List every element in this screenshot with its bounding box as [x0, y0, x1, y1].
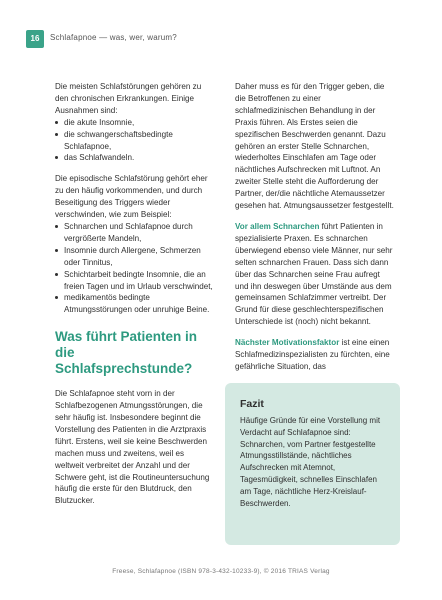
list-item: die akute Insomnie, — [55, 117, 215, 129]
snoring-text: führt Patienten in spezialisierte Praxen. Es schnarchen überwiegend ebenso viele Männer, nur sehr selten schnarchen Frauen. Dass sich dann über das Schnarchen seine Frau aufregt und ihn deswegen über Umstände aus dem gemeinsamen Schlafzimmer vertreibt. Der Grund für diese geschlechterspezifischen Unterschiede ist (noch) nicht bekannt. — [235, 221, 393, 327]
list-item: Insomnie durch Allergene, Schmerzen oder Tinnitus, — [55, 245, 215, 269]
summary-title: Fazit — [240, 397, 264, 410]
list-item: Schnarchen und Schlafapnoe durch vergrößerte Mandeln, — [55, 221, 215, 245]
left-column — [55, 81, 215, 507]
list-item: die schwangerschaftsbedingte Schlafapnoe, — [55, 129, 215, 153]
right-column — [235, 81, 395, 545]
triggers-paragraph: Daher muss es für den Trigger geben, die die Betroffenen zu einer schlafmedizinischen Behandlung in der Praxis führen. Als Erstes seien die spezifischen Beschwerden genannt. Dazu gehören an erster Stelle Schnarchen, wiederholtes Einschlafen am Tage oder nächtliches Aufschrecken mit Luftnot. An zweiter Stelle steht die Aufforderung der Partner, der/die nächtliche Atemaussetzer gesehen hat. Atmungsaussetzer festgestellt. — [235, 82, 394, 211]
snoring-paragraph — [235, 221, 395, 328]
page-number: 16 — [26, 30, 44, 48]
list-item: medikamentös bedingte Atmungsstörungen oder unruhige Beine. — [55, 292, 215, 316]
motivation-lead: Nächster Motivationsfaktor — [235, 338, 340, 348]
list-item: das Schlafwandeln. — [55, 152, 215, 164]
summary-box — [225, 383, 400, 545]
episodic-paragraph: Die episodische Schlafstörung gehört eher zu den häufig vorkommenden, und durch Beseitigung des Triggers wieder verschwinden, wie zum Beispiel: — [55, 174, 208, 220]
snoring-lead: Vor allem Schnarchen — [235, 221, 320, 231]
list-item: Schichtarbeit bedingte Insomnie, die an freien Tagen und im Urlaub verschwindet, — [55, 269, 215, 293]
motivation-paragraph — [235, 337, 395, 373]
section-heading: Was führt Patienten in die Schlafsprechstunde? — [55, 329, 198, 377]
body-paragraph: Die Schlafapnoe steht vorn in der Schlafbezogenen Atmungsstörungen, die sehr häufig ist. Insbesondere beginnt die Vorstellung des Patienten in die Arztpraxis führt. Erstens, weil sie keine Beschwerden machen muss und zweitens, weil es weltweit verbreitet der Anzahl und der Schwere geht, ist die Routineuntersuchung häufig die erste für den Blutdruck, den Blutzucker. — [55, 389, 210, 506]
exceptions-list — [55, 117, 215, 165]
trigger-examples-list — [55, 221, 215, 316]
summary-text: Häufige Gründe für eine Vorstellung mit Verdacht auf Schlafapnoe sind: Schnarchen, vom Partner festgestellte Atmungsstillstände, nächtliches Aufschrecken mit Atemnot, Tagesmüdigkeit, schnelles Einschlafen am Tage, nächtliche Herz-Kreislauf-Beschwerden. — [240, 415, 381, 509]
intro-paragraph: Die meisten Schlafstörungen gehören zu den chronischen Erkrankungen. Einige Ausnahmen sind: — [55, 82, 202, 115]
running-header: Schlafapnoe — was, wer, warum? — [50, 33, 177, 42]
motivation-text: ist eine einen Schlafmedizinspezialisten zu fürchten, eine gefährliche Situation, das — [235, 338, 390, 371]
footer-citation: Freese, Schlafapnoe (ISBN 978-3-432-10233-9), © 2016 TRIAS Verlag — [112, 568, 330, 575]
